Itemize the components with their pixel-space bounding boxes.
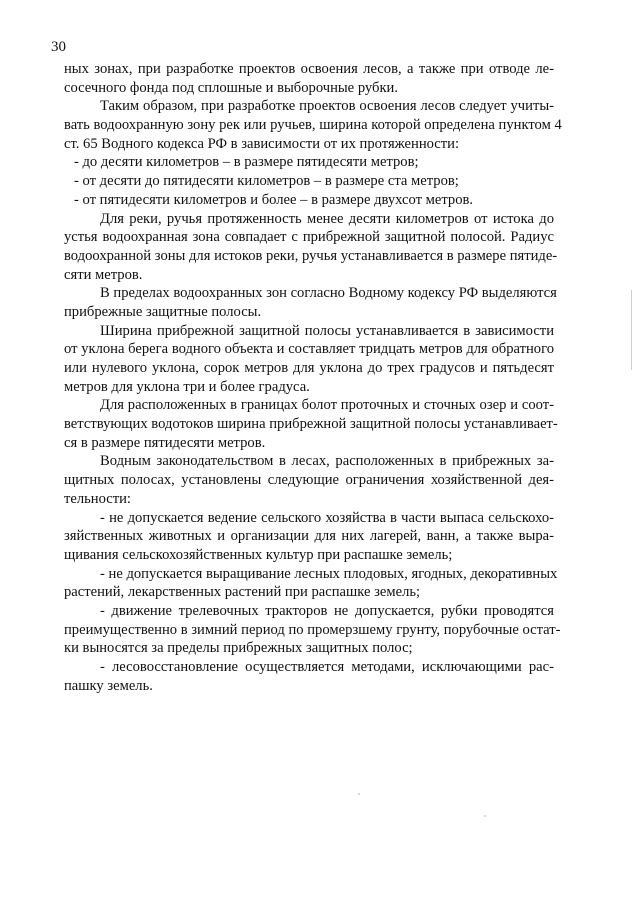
list-item-line: - от пятидесяти километров и более – в размере двухсот метров.	[74, 191, 474, 208]
text-line: преимущественно в зимний период по промерзшему грунту, порубочные остат-	[64, 621, 561, 638]
list-item-line: - не допускается ведение сельского хозяйства в части выпаса сельскохо-	[100, 509, 554, 526]
text-line: сяти метров.	[64, 266, 143, 283]
text-line: пашку земель.	[64, 677, 153, 694]
list-item-line: - не допускается выращивание лесных плодовых, ягодных, декоративных	[100, 565, 558, 582]
paragraph-start-line: В пределах водоохранных зон согласно Водному кодексу РФ выделяются	[100, 285, 557, 302]
text-line: ветствующих водотоков ширина прибрежной защитной полосы устанавливает-	[64, 416, 558, 433]
text-line: или нулевого уклона, сорок метров для уклона до трех градусов и пятьдесят	[64, 360, 554, 376]
text-line: зяйственных животных и организации для них лагерей, ванн, а также выра-	[64, 528, 554, 545]
paragraph-start-line: Таким образом, при разработке проектов освоения лесов следует учиты-	[100, 98, 554, 115]
list-item-line: - лесовосстановление осуществляется методами, исключающими рас-	[100, 659, 554, 675]
paragraph-start-line: Ширина прибрежной защитной полосы устанавливается в зависимости	[100, 322, 554, 339]
list-item-line: - движение трелевочных тракторов не допускается, рубки проводятся	[100, 602, 554, 619]
text-line: водоохранной зоны для истоков реки, ручья устанавливается в размере пятиде-	[64, 247, 558, 264]
text-line: ст. 65 Водного кодекса РФ в зависимости от их протяженности:	[64, 135, 460, 152]
scan-speck	[358, 793, 360, 795]
text-line: тельности:	[64, 490, 131, 507]
text-line: метров для уклона три и более градуса.	[64, 378, 310, 395]
paragraph-start-line: Для расположенных в границах болот проточных и сточных озер и соот-	[100, 397, 554, 414]
paragraph-start-line: Для реки, ручья протяженность менее десяти километров от истока до	[100, 210, 554, 227]
list-item-line: - до десяти километров – в размере пятидесяти метров;	[74, 154, 419, 171]
text-line: щитных полосах, установлены следующие ограничения хозяйственной дея-	[64, 472, 554, 489]
scan-edge-mark	[631, 290, 632, 370]
text-line: сосечного фонда под сплошные и выборочные рубки.	[64, 79, 398, 96]
list-item-line: - от десяти до пятидесяти километров – в размере ста метров;	[74, 173, 459, 190]
text-line: ных зонах, при разработке проектов освоения лесов, а также при отводе ле-	[64, 61, 554, 77]
text-line: ки выносятся за пределы прибрежных защитных полос;	[64, 640, 413, 657]
text-line: вать водоохранную зону рек или ручьев, ширина которой определена пунктом 4	[64, 117, 562, 134]
text-line: прибрежные защитные полосы.	[64, 303, 262, 320]
text-line: от уклона берега водного объекта и составляет тридцать метров для обратного	[64, 341, 554, 358]
text-line: растений, лекарственных растений при распашке земель;	[64, 584, 421, 601]
body-text	[64, 60, 562, 695]
text-line: щивания сельскохозяйственных культур при распашке земель;	[64, 546, 453, 563]
paragraph-start-line: Водным законодательством в лесах, расположенных в прибрежных за-	[100, 453, 554, 470]
text-line: устья водоохранная зона совпадает с прибрежной защитной полосой. Радиус	[64, 229, 554, 246]
text-line: ся в размере пятидесяти метров.	[64, 434, 266, 451]
page-number: 30	[51, 39, 66, 55]
scan-speck	[484, 815, 486, 817]
